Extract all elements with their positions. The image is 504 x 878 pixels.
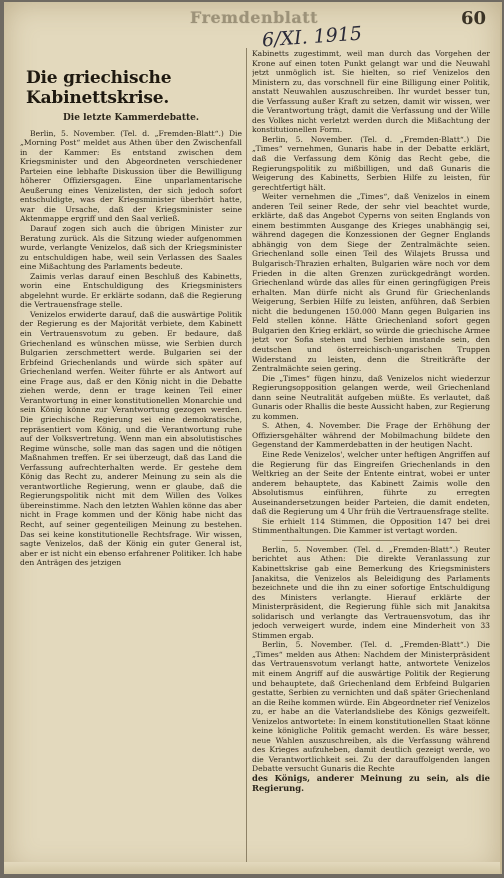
section-rule <box>282 540 460 541</box>
column-divider <box>246 48 247 864</box>
paragraph: Die „Times“ fügen hinzu, daß Venizelos nicht wiederzur Regierungsopposition gelangen werde, weil Griechenland dann seine Neutralität aufgeben müßte. Es verlautet, daß Gunaris oder Rhallis die beste Aussicht haben, zur Regierung zu kommen. <box>252 373 490 421</box>
paragraph: Sie erhielt 114 Stimmen, die Opposition 147 bei drei Stimmenthaltungen. Die Kammer ist vertagt worden. <box>252 516 490 536</box>
left-column <box>20 52 242 752</box>
handwritten-date: 6/XI. 1915 <box>261 22 363 52</box>
paragraph: Berlin, 5. November. (Tel. d. „Fremden-Blatt“.) Die „Times“ vernehmen, Gunaris habe in der Debatte erklärt, daß die Verfassung dem König das Recht gebe, die Regierungspolitik zu mißbilligen, und daß Gunaris die Weigerung des Kabinetts, Serbien Hilfe zu leisten, für gerechtfertigt hält. <box>252 134 490 192</box>
paragraph: Zaimis verlas darauf einen Beschluß des Kabinetts, worin eine Entschuldigung des Kriegsministers abgelehnt wurde. Er erklärte sodann, daß die Regierung die Vertrauensfrage stelle. <box>20 271 242 310</box>
closing-line: des Königs, anderer Meinung zu sein, als die Regierung. <box>252 773 490 793</box>
right-column <box>252 49 490 859</box>
paragraph: Eine Rede Venizelos', welcher unter heftigen Angriffen auf die Regierung für das Eingreifen Griechenlands in den Weltkrieg an der Seite der Entente eintrat, wobei er unter anderem behauptete, das Kabinett Zaimis wolle den Absolutismus einführen, führte zu erregten Auseinandersetzungen beider Parteien, die damit endeten, daß die Regierung um 4 Uhr früh die Vertrauensfrage stellte. <box>252 449 490 517</box>
paper-edge <box>4 862 500 874</box>
paragraph: Kabinetts zugestimmt, weil man durch das Vorgehen der Krone auf einen toten Punkt gelangt war und die Neuwahl jetzt unmöglich ist. Sie hielten, so rief Venizelos den Ministern zu, das vorschnell für eine Billigung einer Politik, anstatt Neuwahlen auszuschreiben. Ihr wurdet besser tun, die Verfassung außer Kraft zu setzen, damit wir wissen, wer die Verantwortung trägt, damit die Verfassung und der Wille des Volkes nicht verletzt werden durch die Mißachtung der konstitutionellen Form. <box>252 49 490 135</box>
paragraph: Weiter vernehmen die „Times“, daß Venizelos in einem anderen Teil seiner Rede, der sehr viel beachtet wurde, erklärte, daß das Angebot Cyperns von seiten Englands von einem bestimmten Ausgange des Krieges unabhängig sei, während dagegen die Konzessionen der Gegner Englands abhängig von dem Siege der Zentralmächte seien. Griechenland solle einen Teil des Wilajets Brussa und Bulgarisch-Thrazien erhalten, Bulgarien wäre noch vor dem Frieden in die alten Grenzen zurückgedrängt worden. Griechenland würde das alles für einen geringfügigen Preis erhalten. Man dürfe nicht als Grund für Griechenlands Weigerung, Serbien Hilfe zu leisten, anführen, daß Serbien nicht die bedungenen 150.000 Mann gegen Bulgarien ins Feld stellen könne. Hätte Griechenland sofort gegen Bulgarien den Krieg erklärt, so würde die griechische Armee jetzt vor Sofia stehen und Serbien imstande sein, den deutschen und österreichisch-ungarischen Truppen Widerstand zu leisten, denn die Streitkräfte der Zentralmächte seien gering. <box>252 192 490 374</box>
paragraph: Berlin, 5. November. (Tel. d. „Fremden-Blatt“.) Die „Morning Post“ meldet aus Athen über den Zwischenfall in der Kammer: Es entstand zwischen dem Kriegsminister und den Abgeordneten verschiedener Parteien eine lebhafte Diskussion über die Bewilligung höherer Offiziersgagen. Eine unparlamentarische Aeußerung eines Venizelisten, der sich jedoch sofort entschuldigte, was der Kriegsminister überhört hatte, war die Ursache, daß der Kriegsminister seine Aktenmappe ergriff und den Saal verließ. <box>20 128 242 224</box>
paragraph: S. Athen, 4. November. Die Frage der Erhöhung der Offiziersgehälter während der Mobilmachung bildete den Gegenstand der Kammerdebatten in der heutigen Nacht. <box>252 421 490 450</box>
paragraph: Berlin, 5. November. (Tel. d. „Fremden-Blatt“.) Reuter berichtet aus Athen: Die direkte Veranlassung zur Kabinettskrise gab eine Bemerkung des Kriegsministers Janakitsa, die Venizelos als Beleidigung des Parlaments bezeichnete und die ihn zu einer sofortige Entschuldigung des Ministers verlangte. Hierauf erklärte der Ministerpräsident, die Regierung fühle sich mit Janakitsa solidarisch und verlangte das Vertrauensvotum, das ihr jedoch verweigert wurde, indem eine Minderheit von 33 Stimmen ergab. <box>252 544 490 640</box>
masthead: Fremdenblatt <box>189 8 319 27</box>
page-number: 60 <box>460 8 486 29</box>
paragraph: Berlin, 5. November. (Tel. d. „Fremden-Blatt“.) Die „Times“ melden aus Athen: Nachdem der Ministerpräsident das Vertrauensvotum verlangt hatte, antwortete Venizelos mit einem Angriff auf die auswärtige Politik der Regierung und behauptete, daß Griechenland dem Erbfeind Bulgarien gestatte, Serbien zu vernichten und daß später Griechenland an die Reihe kommen würde. Ein Abgeordneter rief Venizelos zu, er habe an die Vaterlandsliebe des Königs gezweifelt. Venizelos antwortete: In einem konstitutionellen Staat könne keine königliche Politik gemacht werden. Es wäre besser, neue Wahlen auszuschreiben, als die Verfassung während des Krieges aufzuheben, damit deutlich gezeigt werde, wo die Verantwortlichkeit sei. Zu der darauffolgenden langen Debatte versucht Gunaris die Rechte <box>252 640 490 774</box>
newspaper-clipping <box>4 2 502 874</box>
handwritten-bracket <box>20 108 22 134</box>
paragraph: Darauf zogen sich auch die übrigen Minister zur Beratung zurück. Als die Sitzung wieder aufgenommen wurde, verlangte Venizelos, daß sich der Kriegsminister zu entschuldigen habe, weil sein Verlassen des Saales eine Mißachtung des Parlaments bedeute. <box>20 224 242 272</box>
headline: Die griechische Kabinettskrise. <box>26 68 172 108</box>
subheadline: Die letzte Kammerdebatte. <box>63 113 199 123</box>
paragraph: Venizelos erwiderte darauf, daß die auswärtige Politik der Regierung es der Majorität verbiete, dem Kabinett ein Vertrauensvotum zu geben. Er bedaure, daß Griechenland es wünschen müsse, wie Serbien durch Bulgarien zerschmettert werde. Bulgarien sei der Erbfeind Griechenlands und würde sich später auf Griechenland werfen. Weiter führte er als Antwort auf eine Frage aus, daß er den König nicht in die Debatte ziehen werde, denn er trage keinen Teil einer Verantwortung in einer konstitutionellen Monarchie und sein König könne zur Verantwortung gezogen werden. Die griechische Regierung sei eine demokratische, repräsentiert vom König, und die Verantwortung ruhe auf der Volksvertretung. Wenn man ein absolutistisches Regime wünsche, solle man das sagen und die nötigen Maßnahmen treffen. Er sei überzeugt, daß das Land die Verfassung aufrechterhalten werde. Er gestehe dem König das Recht zu, anderer Meinung zu sein als die verantwortliche Regierung, wenn er glaube, daß die Regierungspolitik nicht mit dem Willen des Volkes übereinstimme. Nach den letzten Wahlen könne das aber nicht in Frage kommen und der König habe nicht das Recht, auf seiner gegenteiligen Meinung zu bestehen. Das sei keine konstitutionelle Rechtsfrage. Wir wissen, sagte Venizelos, daß der König ein guter General ist, aber er ist nicht ein ebenso erfahrener Politiker. Ich habe den Anträgen des jetzigen <box>20 309 242 568</box>
